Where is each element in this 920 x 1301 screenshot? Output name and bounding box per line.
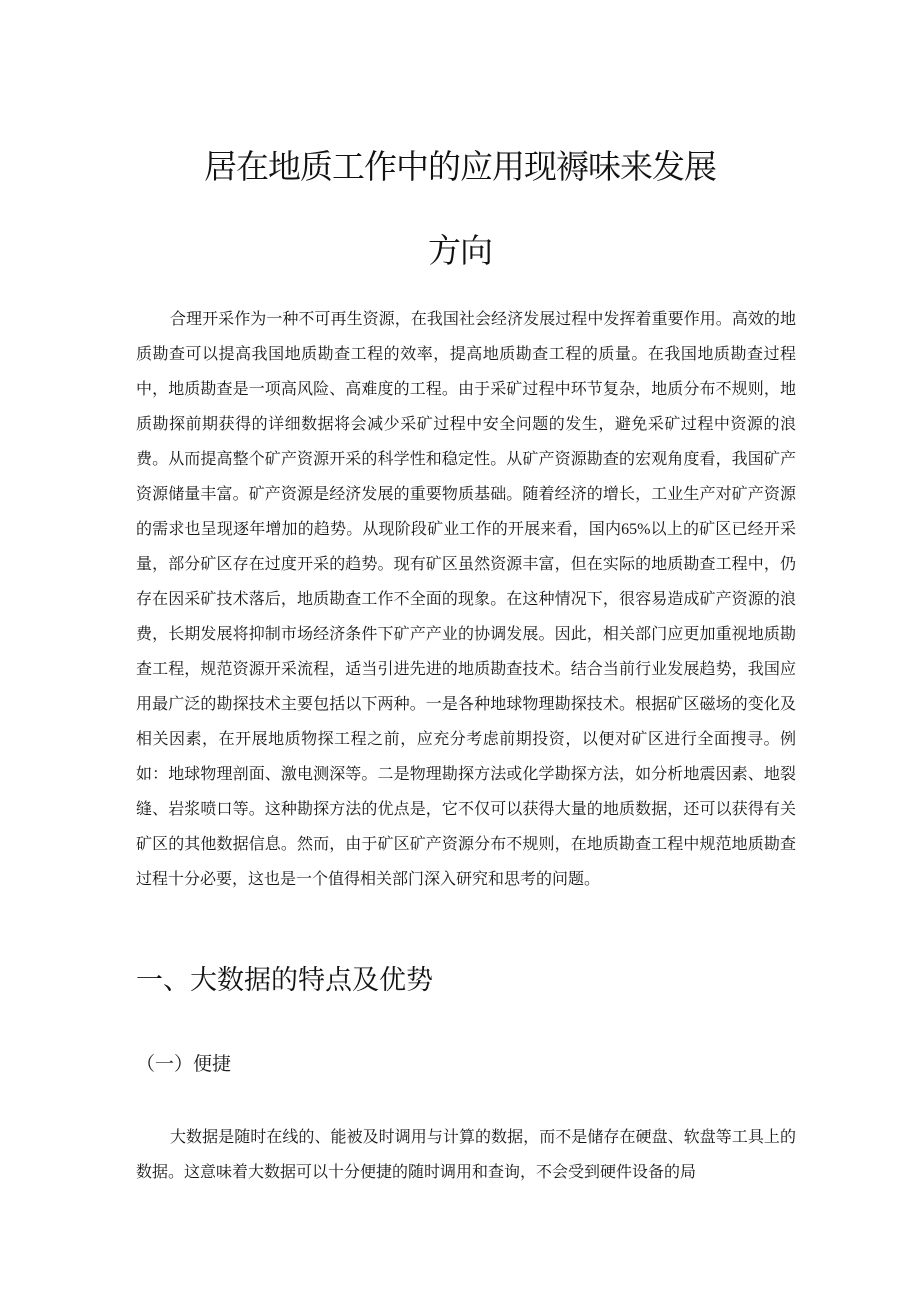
document-title-line-2: 方向	[428, 231, 492, 270]
intro-paragraph: 合理开采作为一种不可再生资源，在我国社会经济发展过程中发挥着重要作用。高效的地质勘查可以提高我国地质勘查工程的效率，提高地质勘查工程的质量。在我国地质勘查过程中，地质勘查是一项高风险、高难度的工程。由于采矿过程中环节复杂，地质分布不规则，地质勘探前期获得的详细数据将会减少采矿过程中安全问题的发生，避免采矿过程中资源的浪费。从而提高整个矿产资源开采的科学性和稳定性。从矿产资源勘查的宏观角度看，我国矿产资源储量丰富。矿产资源是经济发展的重要物质基础。随着经济的增长，工业生产对矿产资源的需求也呈现逐年增加的趋势。从现阶段矿业工作的开展来看，国内65%以上的矿区已经开采量，部分矿区存在过度开采的趋势。现有矿区虽然资源丰富，但在实际的地质勘查工程中，仍存在因采矿技术落后，地质勘查工作不全面的现象。在这种情况下，很容易造成矿产资源的浪费，长期发展将抑制市场经济条件下矿产产业的协调发展。因此，相关部门应更加重视地质勘查工程，规范资源开采流程，适当引进先进的地质勘查技术。结合当前行业发展趋势，我国应用最广泛的勘探技术主要包括以下两种。一是各种地球物理勘探技术。根据矿区磁场的变化及相关因素，在开展地质物探工程之前，应充分考虑前期投资，以便对矿区进行全面搜寻。例如：地球物理剖面、激电测深等。二是物理勘探方法或化学勘探方法，如分析地震因素、地裂缝、岩浆喷口等。这种勘探方法的优点是，它不仅可以获得大量的地质数据，还可以获得有关矿区的其他数据信息。然而，由于矿区矿产资源分布不规则，在地质勘查工程中规范地质勘查过程十分必要，这也是一个值得相关部门深入研究和思考的问题。	[136, 311, 796, 888]
subsection-heading-1: （一）便捷	[136, 1053, 232, 1075]
document-title-line-1: 居在地质工作中的应用现褥味来发展	[204, 147, 716, 186]
section-heading-1: 一、大数据的特点及优势	[136, 965, 433, 996]
body-paragraph-2: 大数据是随时在线的、能被及时调用与计算的数据，而不是储存在硬盘、软盘等工具上的数据。这意味着大数据可以十分便捷的随时调用和查询，不会受到硬件设备的局	[136, 1129, 796, 1181]
